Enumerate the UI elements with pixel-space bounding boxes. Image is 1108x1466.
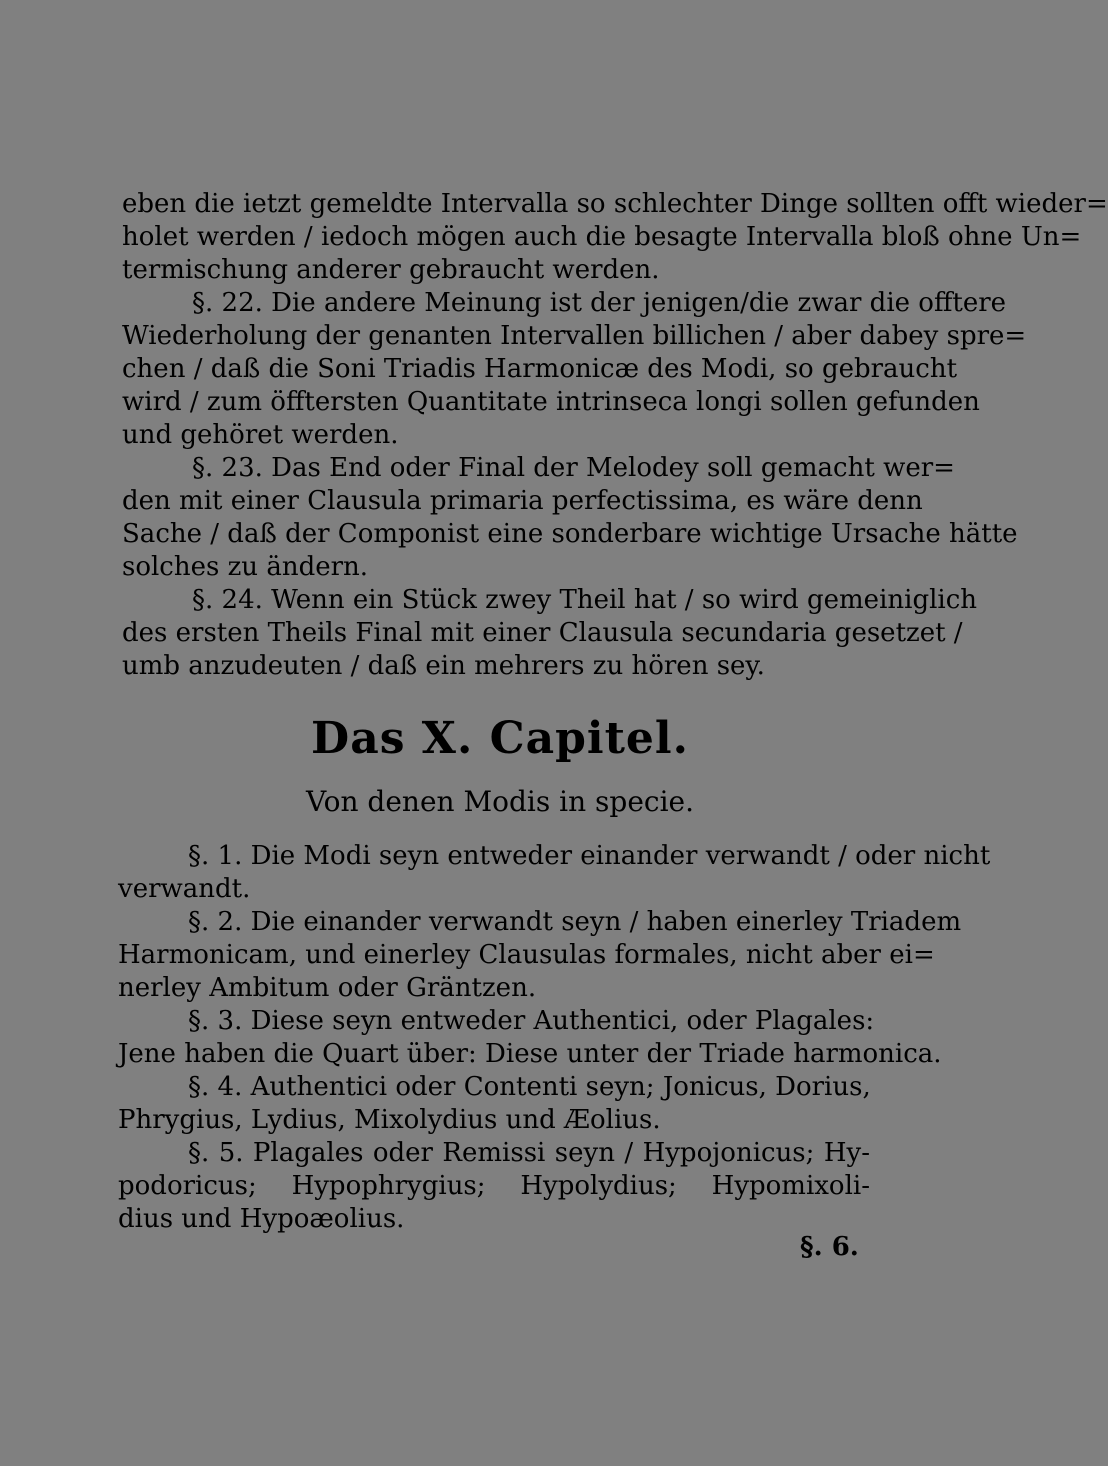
paragraph-3-first-line: §. 3. Diese seyn entweder Authentici, oder Plagales:	[188, 1006, 875, 1036]
paragraph-23-first-line: §. 23. Das End oder Final der Melodey soll gemacht wer=	[192, 453, 955, 483]
text-line: termischung anderer gebraucht werden.	[122, 255, 660, 285]
chapter-title: Das X. Capitel.	[311, 713, 689, 764]
text-line: wird / zum öfftersten Quantitate intrinseca longi sollen gefunden	[122, 387, 980, 417]
paragraph-2-first-line: §. 2. Die einander verwandt seyn / haben einerley Triadem	[188, 907, 962, 937]
text-line: Phrygius, Lydius, Mixolydius und Æolius.	[118, 1105, 661, 1135]
text-line: Jene haben die Quart über: Diese unter der Triade harmonica.	[118, 1039, 942, 1069]
paragraph-24-first-line: §. 24. Wenn ein Stück zwey Theil hat / so wird gemeiniglich	[192, 585, 978, 615]
text-line: Harmonicam, und einerley Clausulas formales, nicht aber ei=	[118, 940, 935, 970]
text-line: und gehöret werden.	[122, 420, 399, 450]
text-line: eben die ietzt gemeldte Intervalla so schlechter Dinge sollten offt wieder=	[122, 189, 1108, 219]
text-line: des ersten Theils Final mit einer Clausula secundaria gesetzet /	[122, 618, 963, 648]
chapter-subtitle: Von denen Modis in specie.	[305, 785, 694, 818]
paragraph-1-first-line: §. 1. Die Modi seyn entweder einander verwandt / oder nicht	[188, 841, 991, 871]
text-line: solches zu ändern.	[122, 552, 369, 582]
paragraph-4-first-line: §. 4. Authentici oder Contenti seyn; Jonicus, Dorius,	[188, 1072, 871, 1102]
text-line: den mit einer Clausula primaria perfectissima, es wäre denn	[122, 486, 923, 516]
text-line: verwandt.	[118, 874, 251, 904]
text-block-upper	[122, 188, 1108, 683]
text-line: nerley Ambitum oder Gräntzen.	[118, 973, 537, 1003]
paragraph-5-first-line: §. 5. Plagales oder Remissi seyn / Hypojonicus; Hy-	[188, 1138, 870, 1168]
catchword: §. 6.	[800, 1232, 859, 1262]
text-line: podoricus; Hypophrygius; Hypolydius; Hypomixoli-	[118, 1171, 870, 1201]
text-line: Sache / daß der Componist eine sonderbare wichtige Ursache hätte	[122, 519, 1018, 549]
text-line: dius und Hypoæolius.	[118, 1204, 405, 1234]
text-line: Wiederholung der genanten Intervallen billichen / aber dabey spre=	[122, 321, 1027, 351]
paragraph-22-first-line: §. 22. Die andere Meinung ist der jenigen/die zwar die offtere	[192, 288, 1007, 318]
text-block-lower	[118, 840, 991, 1236]
text-line: chen / daß die Soni Triadis Harmonicæ des Modi, so gebraucht	[122, 354, 958, 384]
text-line: holet werden / iedoch mögen auch die besagte Intervalla bloß ohne Un=	[122, 222, 1082, 252]
text-line: umb anzudeuten / daß ein mehrers zu hören sey.	[122, 651, 765, 681]
